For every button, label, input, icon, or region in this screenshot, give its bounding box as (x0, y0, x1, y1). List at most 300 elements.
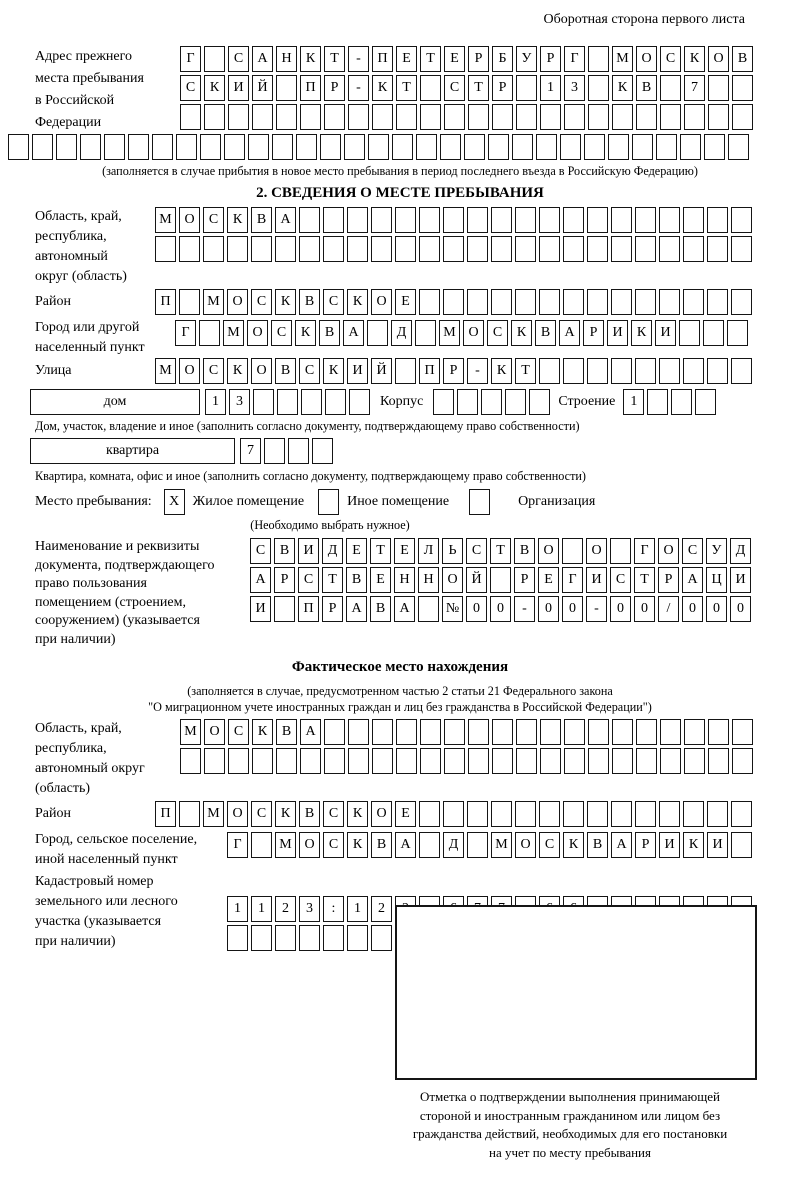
char-cell (227, 925, 248, 951)
char-cell: Е (395, 801, 416, 827)
char-cell (32, 134, 53, 160)
label-line: документа, подтверждающего (35, 557, 215, 573)
char-cell (248, 134, 269, 160)
char-cell (731, 289, 752, 315)
char-cell (684, 748, 705, 774)
prev-address-caption: (заполняется в случае прибытия в новое место пребывания в период последнего въезда в Российскую Федерацию) (102, 164, 698, 178)
char-cell: М (223, 320, 244, 346)
char-cell (469, 489, 490, 515)
char-cell (8, 134, 29, 160)
char-cell (443, 289, 464, 315)
char-cell: К (300, 46, 321, 72)
char-cell: М (203, 801, 224, 827)
char-cell: К (252, 719, 273, 745)
char-cell (420, 719, 441, 745)
stay-type-block (0, 489, 800, 515)
char-cell: С (228, 46, 249, 72)
char-cell (251, 832, 272, 858)
char-cell (516, 748, 537, 774)
char-cell: Р (443, 358, 464, 384)
char-cell (251, 236, 272, 262)
char-cell: Е (444, 46, 465, 72)
char-cell (372, 748, 393, 774)
char-cell: Г (180, 46, 201, 72)
char-cell (347, 236, 368, 262)
char-cell: Т (634, 567, 655, 593)
char-cell (660, 719, 681, 745)
char-cell (731, 358, 752, 384)
char-cell: Е (394, 538, 415, 564)
char-cell: М (612, 46, 633, 72)
char-cell (176, 134, 197, 160)
char-cell (564, 104, 585, 130)
char-cell: Г (175, 320, 196, 346)
char-cell: Д (730, 538, 751, 564)
char-cell: Д (391, 320, 412, 346)
label-line: в Российской (35, 93, 115, 108)
char-cell (104, 134, 125, 160)
char-cell: О (442, 567, 463, 593)
char-cell (276, 75, 297, 101)
char-cell: К (227, 207, 248, 233)
char-cell (635, 289, 656, 315)
char-cell: Р (492, 75, 513, 101)
char-cell (200, 134, 221, 160)
stroenie-row (623, 389, 716, 415)
char-cell: А (395, 832, 416, 858)
char-cell: О (247, 320, 268, 346)
char-cell (671, 389, 692, 415)
char-cell (275, 236, 296, 262)
label-line: при наличии) (35, 631, 116, 647)
char-cell: Е (395, 289, 416, 315)
char-cell (396, 748, 417, 774)
char-cell (516, 104, 537, 130)
char-cell (251, 925, 272, 951)
char-cell (563, 801, 584, 827)
label-line: гражданства действий, необходимых для его постановки (412, 1126, 728, 1141)
apartment-row (240, 438, 333, 464)
label-line: участка (указывается (35, 914, 162, 929)
label-line: сооружением) (указывается (35, 613, 200, 628)
document-row-2 (250, 567, 751, 593)
actual-region-block (0, 719, 800, 799)
char-cell: Т (515, 358, 536, 384)
char-cell (323, 925, 344, 951)
char-cell (588, 75, 609, 101)
apartment-field-label-box: квартира (30, 438, 235, 464)
char-cell (443, 207, 464, 233)
char-cell (636, 719, 657, 745)
char-cell: К (491, 358, 512, 384)
char-cell (324, 719, 345, 745)
confirmation-mark-caption (345, 1088, 795, 1162)
char-cell: В (732, 46, 753, 72)
prev-address-row-1 (180, 46, 753, 72)
stay-type-checkbox-other (318, 489, 339, 515)
char-cell: - (467, 358, 488, 384)
char-cell (300, 104, 321, 130)
char-cell: О (538, 538, 559, 564)
char-cell: А (252, 46, 273, 72)
char-cell: Е (346, 538, 367, 564)
document-block (0, 538, 800, 649)
char-cell: 0 (706, 596, 727, 622)
char-cell (680, 134, 701, 160)
char-cell (635, 236, 656, 262)
apartment-caption: Квартира, комната, офис и иное (заполнить согласно документу, подтверждающему право собственности) (35, 469, 586, 483)
actual-region-rows (180, 719, 753, 777)
stroenie-label: Строение (558, 394, 616, 409)
char-cell (419, 801, 440, 827)
char-cell (707, 207, 728, 233)
char-cell (611, 358, 632, 384)
char-cell: Р (324, 75, 345, 101)
char-cell: Р (322, 596, 343, 622)
house-caption: Дом, участок, владение и иное (заполнить согласно документу, подтверждающему право собственности) (35, 419, 580, 433)
char-cell (660, 104, 681, 130)
char-cell: В (636, 75, 657, 101)
char-cell: М (439, 320, 460, 346)
char-cell: Д (322, 538, 343, 564)
char-cell: С (660, 46, 681, 72)
char-cell (467, 236, 488, 262)
char-cell (539, 236, 560, 262)
char-cell (419, 207, 440, 233)
char-cell (468, 104, 489, 130)
char-cell (324, 748, 345, 774)
char-cell: 0 (538, 596, 559, 622)
char-cell: X (164, 489, 185, 515)
char-cell (492, 748, 513, 774)
char-cell: Р (274, 567, 295, 593)
char-cell: О (204, 719, 225, 745)
char-cell: Г (564, 46, 585, 72)
actual-region-row-2 (180, 748, 753, 774)
char-cell: И (250, 596, 271, 622)
char-cell (179, 289, 200, 315)
street-block (0, 358, 800, 387)
char-cell: Р (635, 832, 656, 858)
char-cell: С (251, 289, 272, 315)
char-cell: В (370, 596, 391, 622)
district-label: Район (35, 294, 71, 309)
char-cell: Т (490, 538, 511, 564)
char-cell (420, 748, 441, 774)
char-cell (695, 389, 716, 415)
label-line: Область, край, (35, 721, 122, 736)
char-cell (348, 748, 369, 774)
char-cell: К (347, 801, 368, 827)
char-cell: М (491, 832, 512, 858)
char-cell: В (276, 719, 297, 745)
actual-location-title: Фактическое место нахождения (291, 659, 509, 675)
char-cell (515, 207, 536, 233)
char-cell: Д (443, 832, 464, 858)
char-cell: В (299, 801, 320, 827)
char-cell: С (299, 358, 320, 384)
char-cell: М (180, 719, 201, 745)
char-cell: О (251, 358, 272, 384)
char-cell (324, 104, 345, 130)
char-cell (152, 134, 173, 160)
char-cell (727, 320, 748, 346)
char-cell (587, 207, 608, 233)
char-cell (707, 358, 728, 384)
char-cell: И (347, 358, 368, 384)
page-side-note: Оборотная сторона первого листа (543, 12, 745, 27)
char-cell (491, 207, 512, 233)
char-cell: Й (466, 567, 487, 593)
char-cell: Р (468, 46, 489, 72)
char-cell: И (659, 832, 680, 858)
char-cell (464, 134, 485, 160)
char-cell (587, 289, 608, 315)
char-cell: 2 (275, 896, 296, 922)
stay-type-checkbox-residential (164, 489, 185, 515)
label-line: стороной и иностранным гражданином или лицом без (419, 1107, 721, 1123)
char-cell (584, 134, 605, 160)
char-cell: В (514, 538, 535, 564)
char-cell: 0 (466, 596, 487, 622)
actual-city-label (35, 830, 227, 870)
char-cell (433, 389, 454, 415)
char-cell: - (348, 75, 369, 101)
char-cell (299, 925, 320, 951)
char-cell: К (347, 289, 368, 315)
char-cell (636, 748, 657, 774)
char-cell (204, 748, 225, 774)
char-cell: Т (322, 567, 343, 593)
char-cell (564, 748, 585, 774)
char-cell (277, 389, 298, 415)
char-cell (492, 719, 513, 745)
char-cell: И (298, 538, 319, 564)
char-cell: К (227, 358, 248, 384)
char-cell: И (730, 567, 751, 593)
char-cell (199, 320, 220, 346)
prev-address-row-4 (8, 134, 800, 160)
char-cell (660, 75, 681, 101)
char-cell (635, 207, 656, 233)
char-cell: 0 (682, 596, 703, 622)
label-line: населенный пункт (35, 340, 145, 355)
char-cell: 0 (562, 596, 583, 622)
stay-type-label: Место пребывания: (35, 494, 152, 509)
char-cell (415, 320, 436, 346)
char-cell: К (511, 320, 532, 346)
char-cell: 0 (490, 596, 511, 622)
char-cell (275, 925, 296, 951)
char-cell (395, 207, 416, 233)
char-cell (396, 104, 417, 130)
char-cell: Н (418, 567, 439, 593)
char-cell: В (299, 289, 320, 315)
char-cell (529, 389, 550, 415)
char-cell (563, 207, 584, 233)
char-cell (180, 104, 201, 130)
char-cell: П (372, 46, 393, 72)
house-row (205, 389, 370, 415)
char-cell (395, 358, 416, 384)
char-cell (418, 596, 439, 622)
char-cell: П (300, 75, 321, 101)
char-cell: Г (227, 832, 248, 858)
char-cell (704, 134, 725, 160)
char-cell: 1 (251, 896, 272, 922)
char-cell: П (419, 358, 440, 384)
char-cell (656, 134, 677, 160)
char-cell: У (706, 538, 727, 564)
actual-location-caption-1: (заполняется в случае, предусмотренном частью 2 статьи 21 Федерального закона (187, 684, 613, 698)
char-cell (632, 134, 653, 160)
char-cell (611, 801, 632, 827)
char-cell (560, 134, 581, 160)
label-line: Адрес прежнего (35, 49, 132, 64)
char-cell: С (228, 719, 249, 745)
char-cell: Е (538, 567, 559, 593)
char-cell: 0 (730, 596, 751, 622)
char-cell: В (251, 207, 272, 233)
char-cell (372, 104, 393, 130)
char-cell: Р (658, 567, 679, 593)
char-cell: Б (492, 46, 513, 72)
char-cell: Л (418, 538, 439, 564)
char-cell: К (275, 801, 296, 827)
char-cell (703, 320, 724, 346)
house-block (0, 389, 800, 415)
char-cell (299, 236, 320, 262)
prev-address-label (35, 46, 180, 134)
char-cell: 1 (347, 896, 368, 922)
house-field-label-box: дом (30, 389, 200, 415)
label-line: автономный округ (35, 761, 145, 776)
char-cell (323, 236, 344, 262)
char-cell: А (394, 596, 415, 622)
char-cell (467, 289, 488, 315)
char-cell (659, 358, 680, 384)
char-cell (253, 389, 274, 415)
char-cell (395, 236, 416, 262)
char-cell (707, 236, 728, 262)
char-cell: А (682, 567, 703, 593)
char-cell: С (298, 567, 319, 593)
label-line: помещением (строением, (35, 594, 186, 610)
char-cell (419, 832, 440, 858)
char-cell (224, 134, 245, 160)
region-rows (155, 207, 752, 265)
char-cell (467, 207, 488, 233)
stay-type-option-other-label: Иное помещение (347, 494, 450, 509)
char-cell (539, 289, 560, 315)
char-cell: О (586, 538, 607, 564)
char-cell (419, 289, 440, 315)
char-cell: О (658, 538, 679, 564)
char-cell (444, 104, 465, 130)
char-cell (636, 104, 657, 130)
char-cell: / (658, 596, 679, 622)
char-cell (491, 236, 512, 262)
char-cell: М (275, 832, 296, 858)
char-cell (564, 719, 585, 745)
char-cell: Р (540, 46, 561, 72)
char-cell: К (347, 832, 368, 858)
document-label (35, 538, 250, 649)
char-cell (227, 236, 248, 262)
apartment-block (0, 438, 800, 464)
char-cell: 2 (371, 896, 392, 922)
char-cell (563, 289, 584, 315)
char-cell: К (372, 75, 393, 101)
char-cell (276, 104, 297, 130)
actual-city-block (0, 830, 800, 870)
char-cell: Г (562, 567, 583, 593)
char-cell (492, 104, 513, 130)
prev-address-row-2 (180, 75, 753, 101)
char-cell (80, 134, 101, 160)
char-cell (635, 801, 656, 827)
char-cell (683, 236, 704, 262)
char-cell (612, 719, 633, 745)
char-cell (540, 748, 561, 774)
char-cell: Н (394, 567, 415, 593)
char-cell: К (631, 320, 652, 346)
char-cell (312, 438, 333, 464)
confirmation-mark-box (395, 905, 757, 1080)
char-cell: В (275, 358, 296, 384)
char-cell (367, 320, 388, 346)
char-cell (539, 207, 560, 233)
char-cell (318, 489, 339, 515)
char-cell (444, 719, 465, 745)
label-line: иной населенный пункт (35, 852, 178, 867)
char-cell (684, 104, 705, 130)
char-cell (348, 719, 369, 745)
char-cell (562, 538, 583, 564)
char-cell (732, 75, 753, 101)
char-cell (179, 801, 200, 827)
char-cell (344, 134, 365, 160)
char-cell: С (323, 289, 344, 315)
char-cell (467, 801, 488, 827)
region-row-1 (155, 207, 752, 233)
char-cell (540, 104, 561, 130)
char-cell: О (371, 289, 392, 315)
char-cell (728, 134, 749, 160)
char-cell: И (586, 567, 607, 593)
char-cell (708, 104, 729, 130)
char-cell (323, 207, 344, 233)
char-cell: С (323, 801, 344, 827)
char-cell (392, 134, 413, 160)
char-cell (659, 236, 680, 262)
char-cell (300, 748, 321, 774)
char-cell: К (684, 46, 705, 72)
char-cell (468, 719, 489, 745)
label-line: округ (область) (35, 269, 127, 284)
char-cell (347, 925, 368, 951)
street-label: Улица (35, 363, 72, 378)
char-cell: П (155, 289, 176, 315)
char-cell (732, 104, 753, 130)
char-cell: И (707, 832, 728, 858)
label-line: земельного или лесного (35, 894, 178, 909)
char-cell: К (612, 75, 633, 101)
char-cell: - (348, 46, 369, 72)
char-cell (443, 236, 464, 262)
char-cell: В (346, 567, 367, 593)
char-cell (457, 389, 478, 415)
